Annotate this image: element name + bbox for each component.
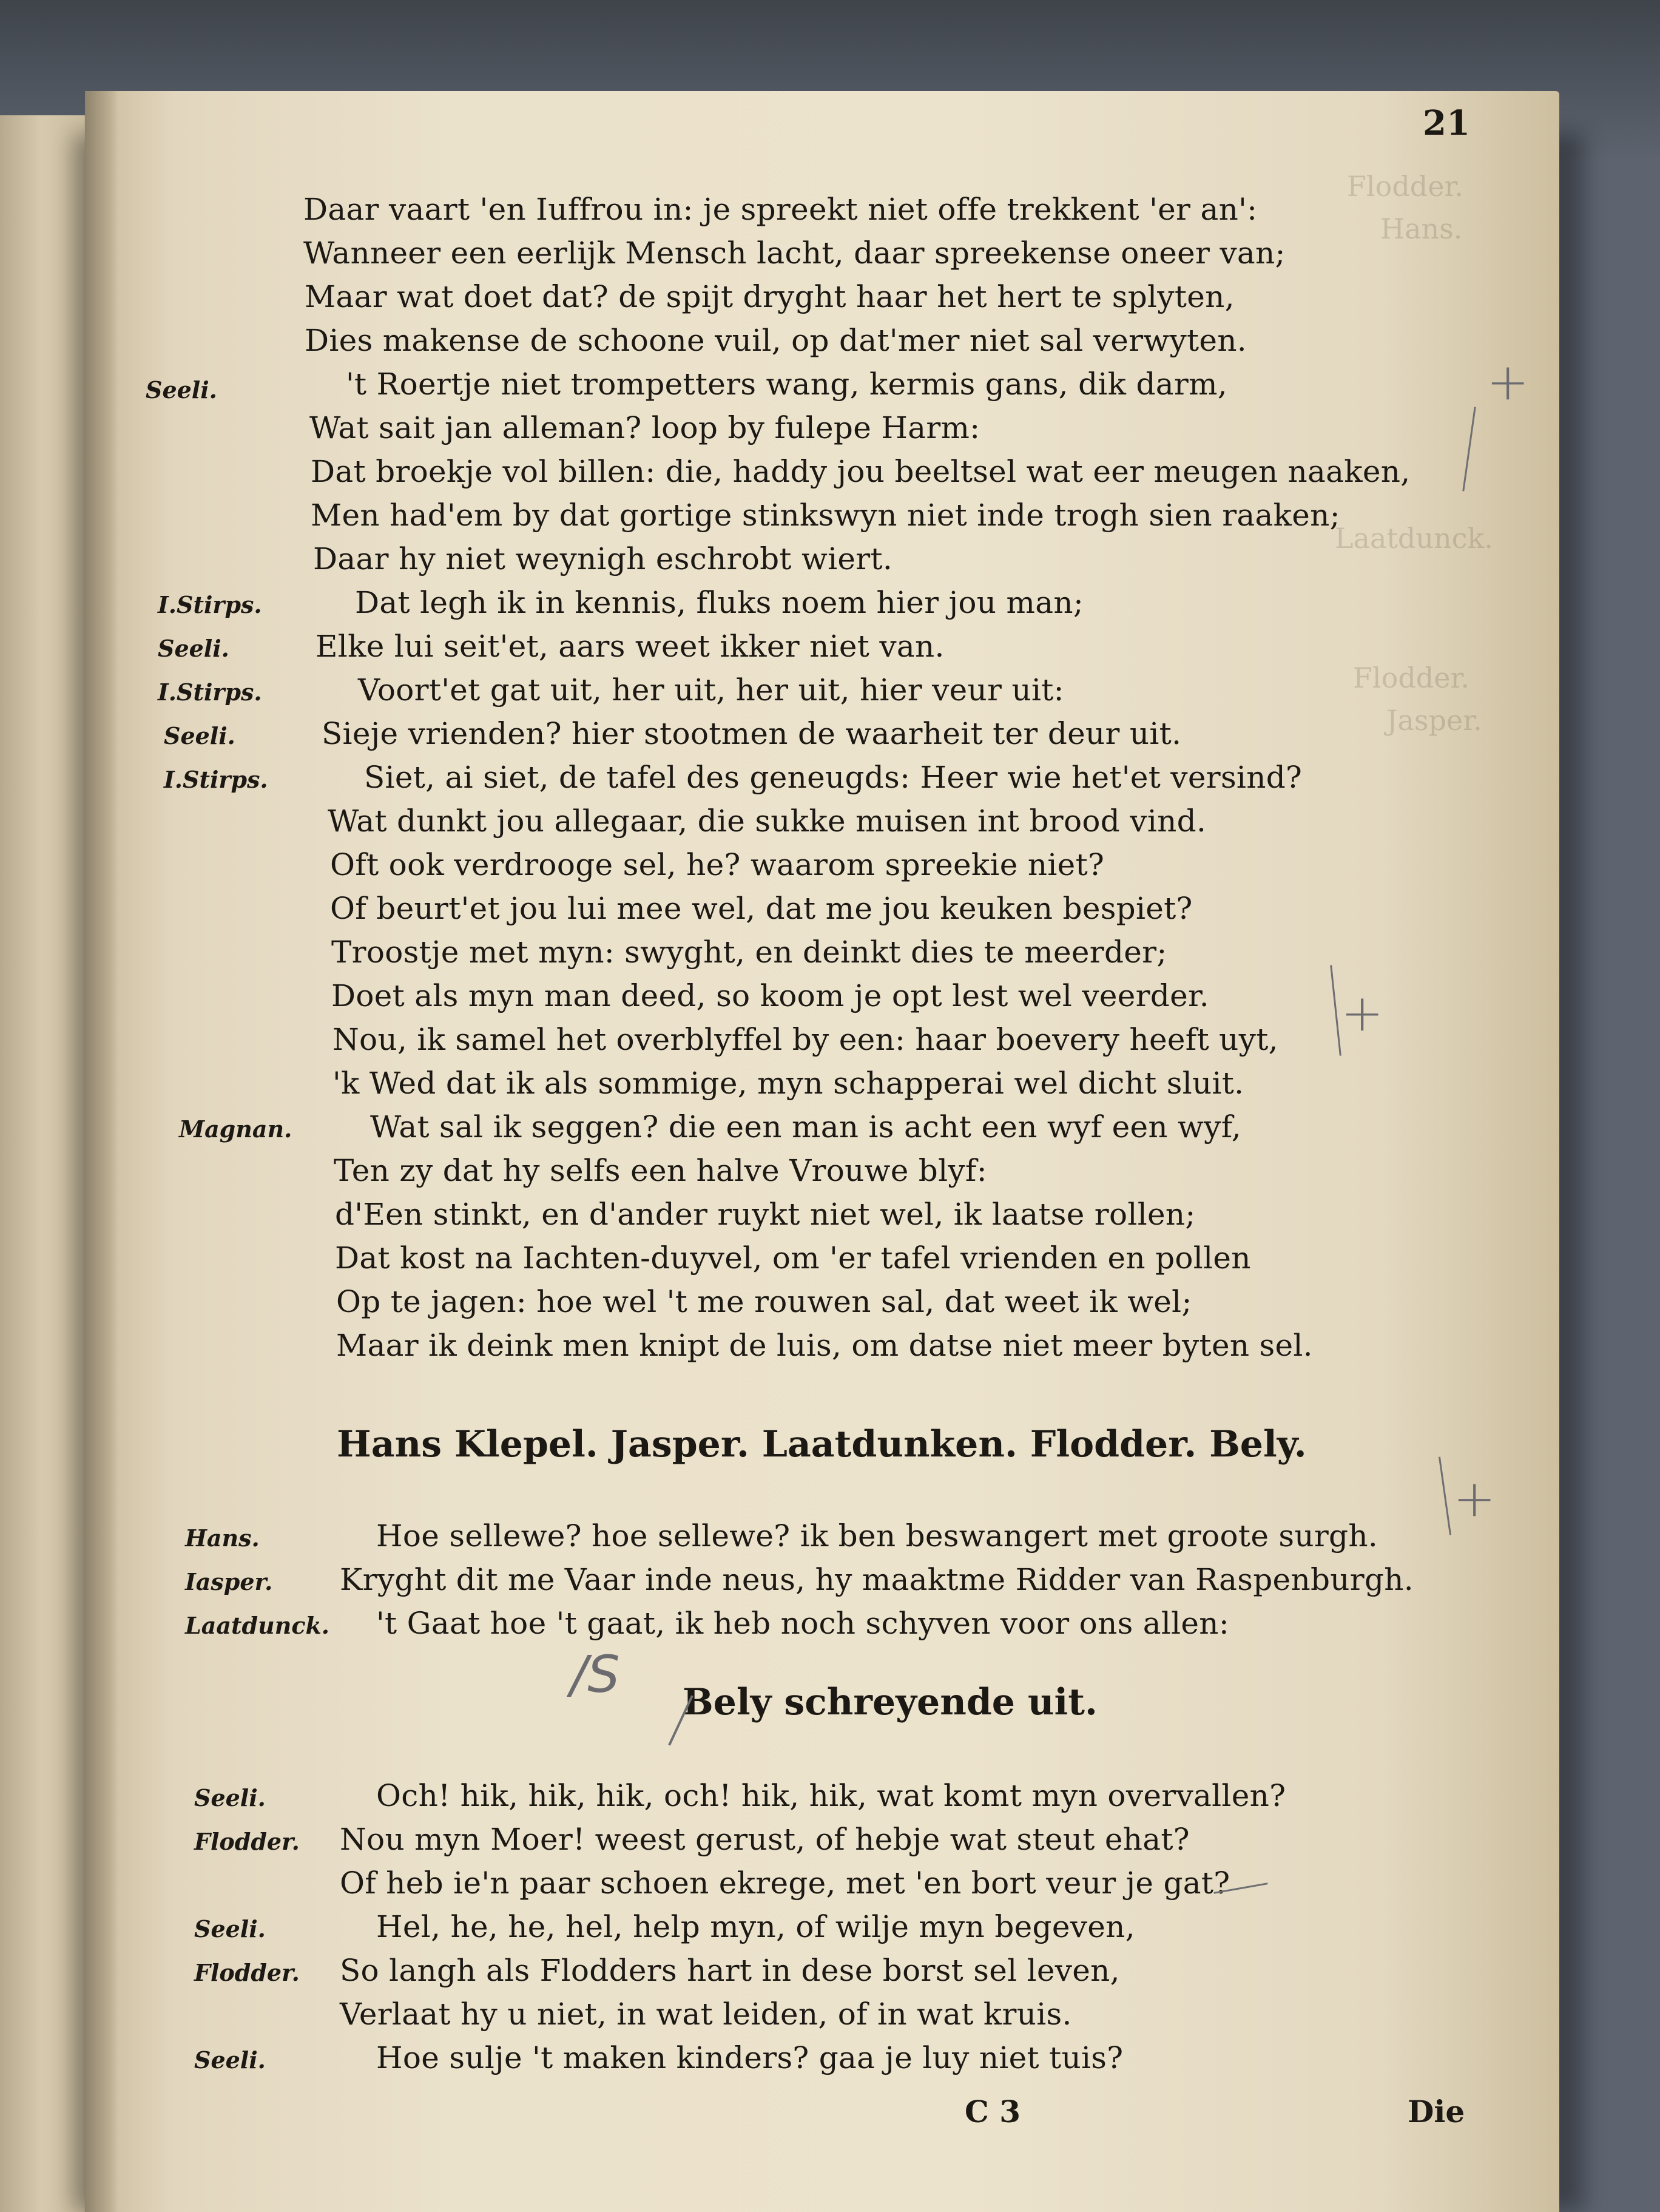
verse-line: Wat sait jan alleman? loop by fulepe Harm: xyxy=(309,410,980,445)
verse-line: Of beurt'et jou lui mee wel, dat me jou keuken bespiet? xyxy=(330,891,1193,926)
verse-line: Elke lui seit'et, aars weet ikker niet van. xyxy=(315,629,945,664)
page-number: 21 xyxy=(1423,103,1470,143)
verse-line: Oft ook verdrooge sel, he? waarom spreekie niet? xyxy=(330,847,1105,882)
verse-line: Dat legh ik in kennis, fluks noem hier jou man; xyxy=(355,585,1084,620)
scene-heading: Hans Klepel. Jasper. Laatdunken. Flodder. Bely. xyxy=(337,1423,1307,1466)
bleed-through-3: Laatdunck. xyxy=(1335,522,1493,555)
verse-line: Siet, ai siet, de tafel des geneugds: Heer wie het'et versind? xyxy=(364,760,1303,795)
bleed-through-5: Jasper. xyxy=(1386,704,1482,737)
stage-direction: Bely schreyende uit. xyxy=(683,1681,1098,1723)
verse-line: d'Een stinkt, en d'ander ruykt niet wel, ik laatse rollen; xyxy=(335,1197,1196,1232)
bleed-through-2: Hans. xyxy=(1380,212,1463,245)
speaker-label: Seeli. xyxy=(194,2046,266,2074)
verse-line: Nou, ik samel het overblyffel by een: haar boevery heeft uyt, xyxy=(332,1022,1278,1057)
pencil-stroke xyxy=(1439,1456,1451,1535)
verse-line: Hel, he, he, hel, help myn, of wilje myn begeven, xyxy=(376,1909,1135,1944)
bleed-through-4: Flodder. xyxy=(1353,661,1469,694)
speaker-label: Seeli. xyxy=(164,722,235,749)
verse-line: Maar ik deink men knipt de luis, om datse niet meer byten sel. xyxy=(336,1328,1313,1363)
verse-line: Maar wat doet dat? de spijt dryght haar het hert te splyten, xyxy=(305,279,1235,314)
pencil-stroke xyxy=(1462,407,1476,491)
speaker-label: Laatdunck. xyxy=(185,1612,330,1639)
verse-line: Dies makense de schoone vuil, op dat'mer niet sal verwyten. xyxy=(305,323,1247,358)
speaker-label: Hans. xyxy=(185,1524,260,1552)
bleed-through-1: Flodder. xyxy=(1347,170,1463,203)
speaker-label: I.Stirps. xyxy=(158,678,262,706)
verse-line: Dat kost na Iachten-duyvel, om 'er tafel vrienden en pollen xyxy=(335,1240,1251,1276)
book-page xyxy=(85,91,1559,2212)
verse-line: Op te jagen: hoe wel 't me rouwen sal, dat weet ik wel; xyxy=(336,1284,1192,1319)
verse-line: Dat broekje vol billen: die, haddy jou beeltsel wat eer meugen naaken, xyxy=(311,454,1411,489)
verse-line: Wat sal ik seggen? die een man is acht een wyf een wyf, xyxy=(370,1109,1241,1145)
verse-line: Sieje vrienden? hier stootmen de waarheit ter deur uit. xyxy=(322,716,1182,751)
verse-line: Troostje met myn: swyght, en deinkt dies te meerder; xyxy=(331,935,1167,970)
page-gutter xyxy=(85,91,118,2212)
verse-line: Nou myn Moer! weest gerust, of hebje wat steut ehat? xyxy=(340,1822,1190,1857)
verse-line: So langh als Flodders hart in dese borst sel leven, xyxy=(340,1953,1120,1988)
verse-line: 't Gaat hoe 't gaat, ik heb noch schyven voor ons allen: xyxy=(376,1606,1229,1641)
speaker-label: I.Stirps. xyxy=(164,766,268,793)
verse-line: Ten zy dat hy selfs een halve Vrouwe blyf: xyxy=(334,1153,987,1188)
verse-line: Doet als myn man deed, so koom je opt lest wel veerder. xyxy=(331,978,1209,1013)
verse-line: Of heb ie'n paar schoen ekrege, met 'en bort veur je gat? xyxy=(340,1865,1230,1901)
verse-line: Hoe sellewe? hoe sellewe? ik ben beswangert met groote surgh. xyxy=(376,1518,1378,1554)
signature-mark: C 3 xyxy=(965,2094,1021,2129)
verse-line: Daar hy niet weynigh eschrobt wiert. xyxy=(313,541,893,577)
verse-line: Men had'em by dat gortige stinkswyn niet inde trogh sien raaken; xyxy=(311,498,1340,533)
speaker-label: Seeli. xyxy=(146,376,217,404)
verse-line: Wanneer een eerlijk Mensch lacht, daar spreekense oneer van; xyxy=(303,235,1286,271)
catchword: Die xyxy=(1408,2094,1465,2129)
verse-line: 't Roertje niet trompetters wang, kermis gans, dik darm, xyxy=(346,367,1227,402)
verse-line: Voort'et gat uit, her uit, her uit, hier veur uit: xyxy=(358,672,1064,708)
speaker-label: Magnan. xyxy=(179,1115,292,1143)
speaker-label: I.Stirps. xyxy=(158,591,262,618)
pencil-plus-mark: + xyxy=(1453,1469,1496,1528)
verse-line: Verlaat hy u niet, in wat leiden, of in wat kruis. xyxy=(340,1997,1072,2032)
verse-line: Daar vaart 'en Iuffrou in: je spreekt niet offe trekkent 'er an': xyxy=(303,192,1258,227)
speaker-label: Seeli. xyxy=(194,1915,266,1943)
verse-line: Hoe sulje 't maken kinders? gaa je luy niet tuis? xyxy=(376,2040,1124,2075)
speaker-label: Flodder. xyxy=(194,1828,300,1855)
speaker-label: Iasper. xyxy=(185,1568,273,1595)
verse-line: Och! hik, hik, hik, och! hik, hik, wat komt myn overvallen? xyxy=(376,1778,1286,1813)
speaker-label: Seeli. xyxy=(194,1784,266,1811)
pencil-stroke xyxy=(1330,965,1341,1055)
pencil-editorial-mark: /S xyxy=(570,1645,620,1704)
verse-line: Kryght dit me Vaar inde neus, hy maaktme Ridder van Raspenburgh. xyxy=(340,1562,1414,1597)
verse-line: Wat dunkt jou allegaar, die sukke muisen int brood vind. xyxy=(328,803,1207,839)
speaker-label: Flodder. xyxy=(194,1959,300,1986)
verse-line: 'k Wed dat ik als sommige, myn schapperai wel dicht sluit. xyxy=(332,1066,1244,1101)
speaker-label: Seeli. xyxy=(158,635,229,662)
pencil-plus-mark: + xyxy=(1341,983,1384,1043)
pencil-plus-mark: + xyxy=(1486,352,1530,411)
